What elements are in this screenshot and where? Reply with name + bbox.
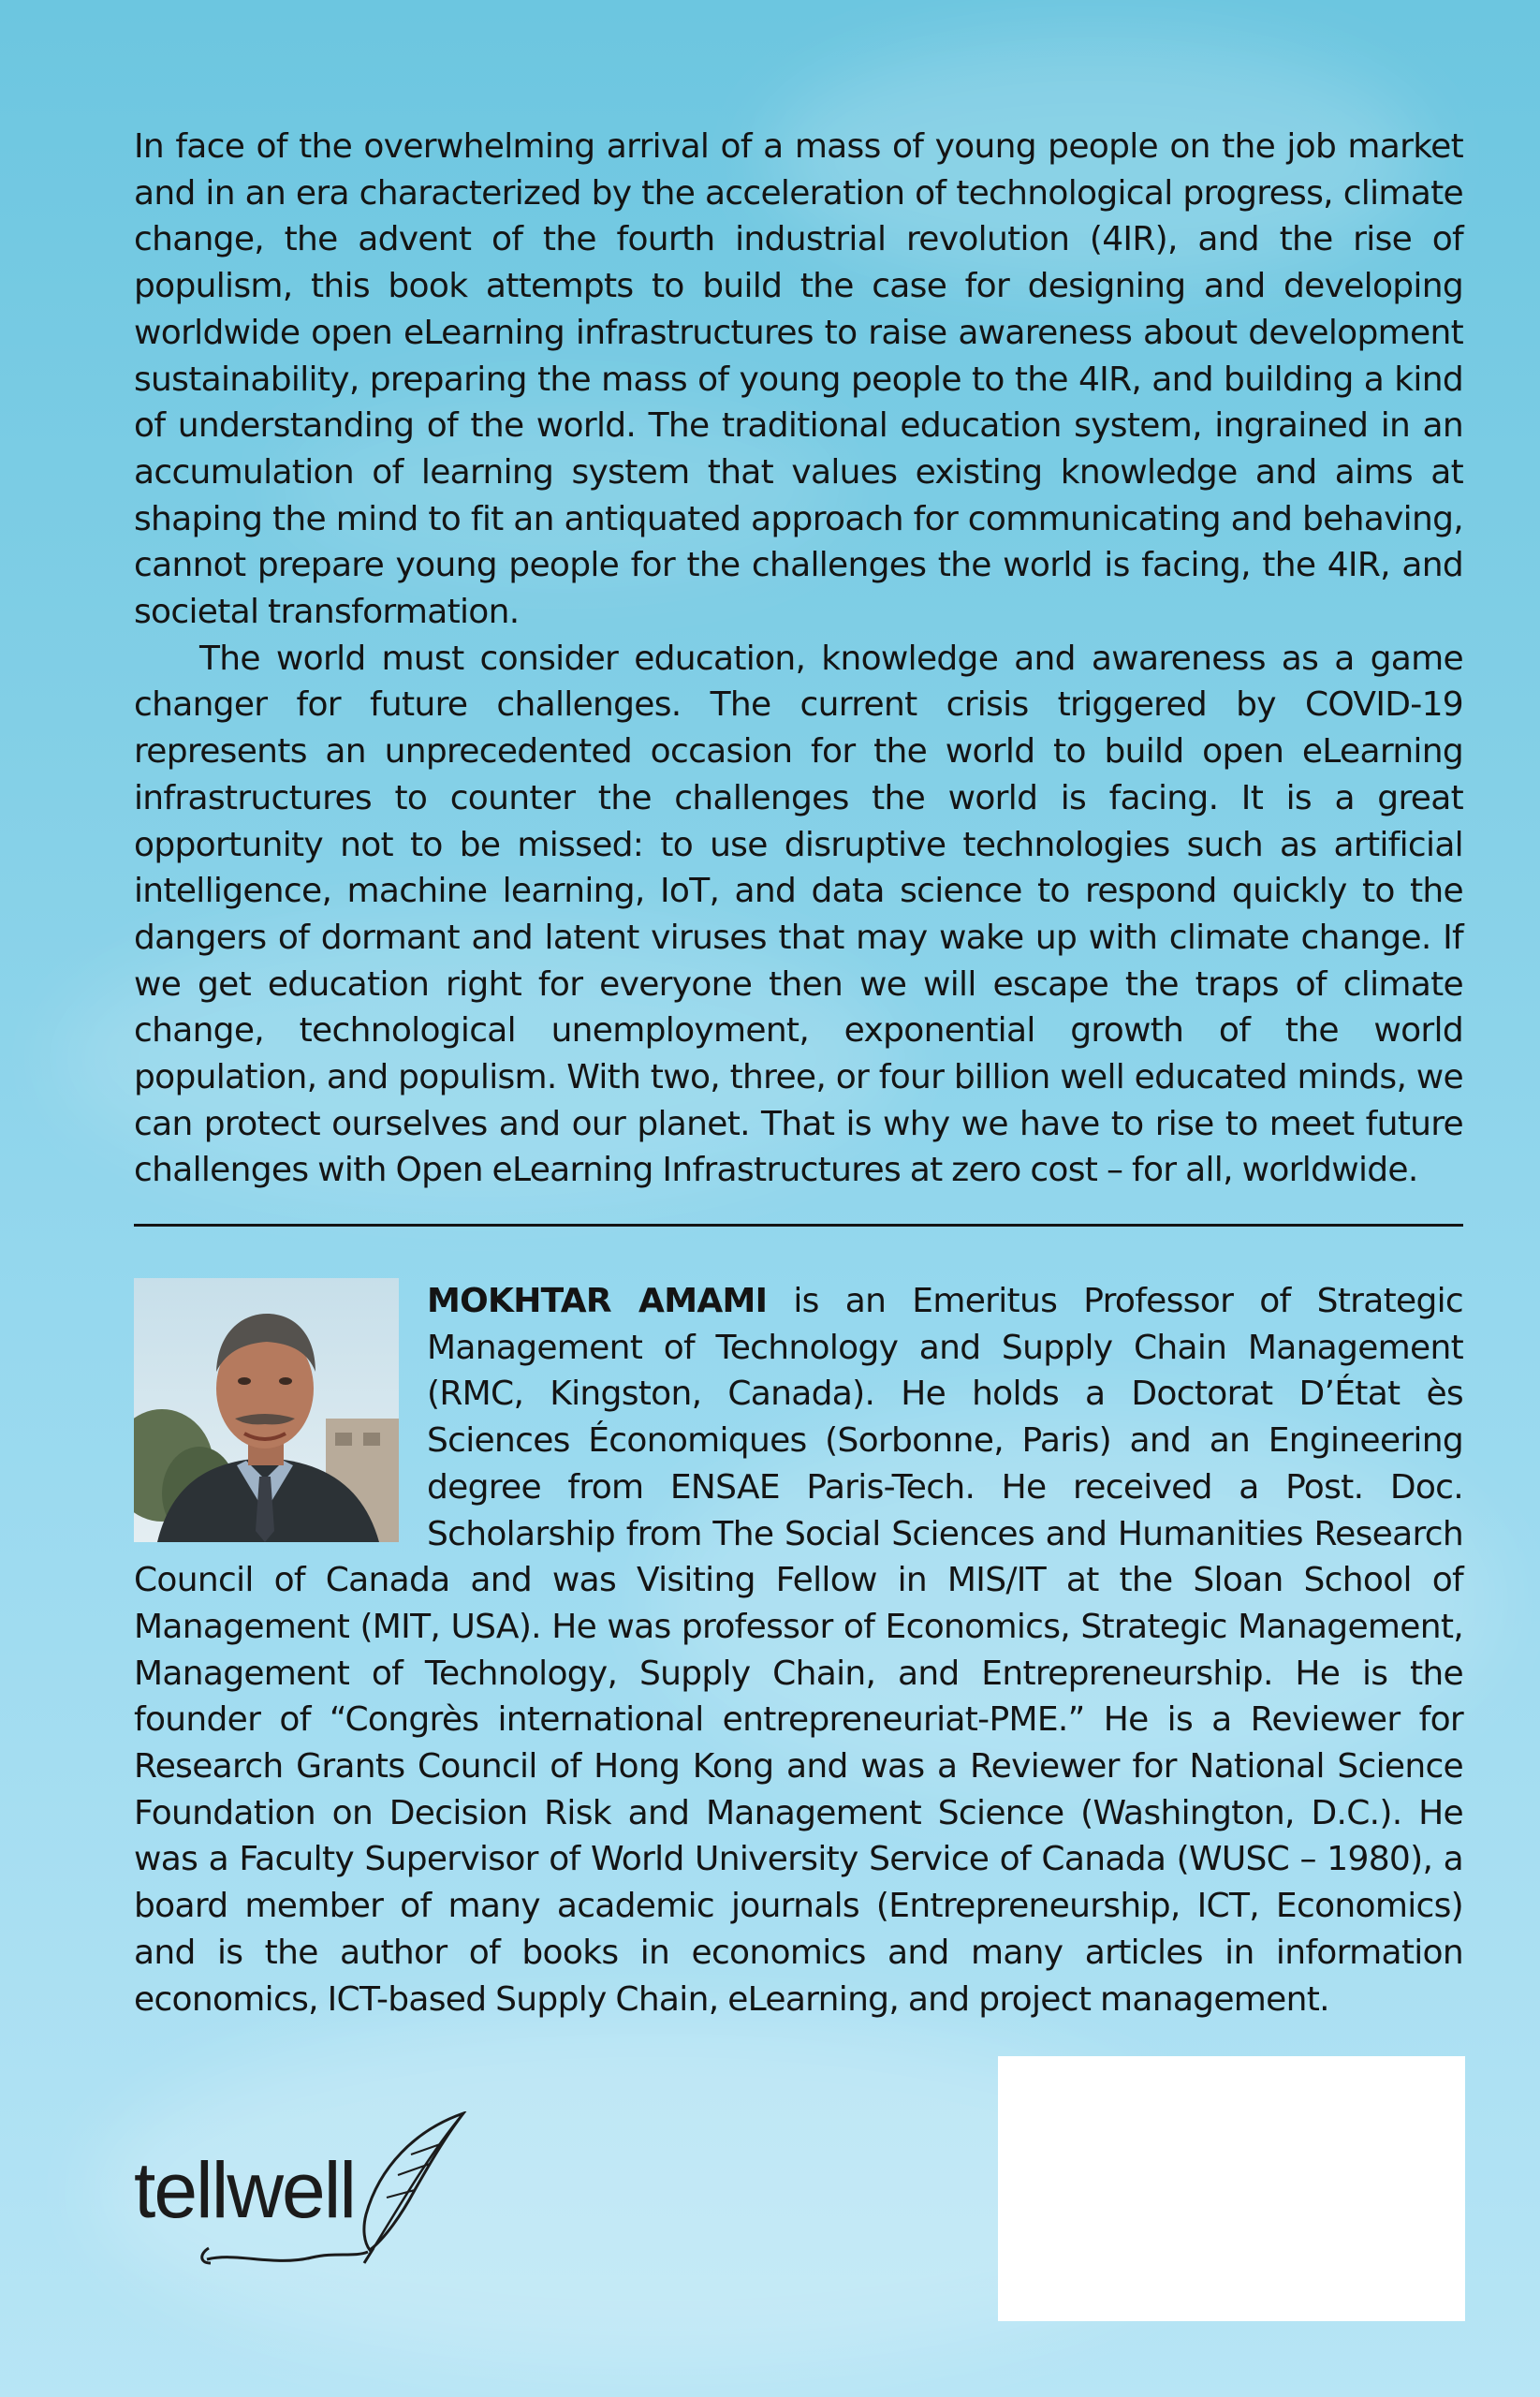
author-photo (134, 1278, 399, 1542)
blurb-paragraph-1: In face of the overwhelming arrival of a mass of young people on the job market and in an era characterized by the acceleration of technological progress, climate change, the advent of the fourth industrial revolution (4IR), and the rise of populism, this book attempts to build the case for designing and developing worldwide open eLearning infrastructures to raise awareness about development sustainability, preparing the mass of young people to the 4IR, and building a kind of understanding of the world. The traditional education system, ingrained in an accumulation of learning system that values existing knowledge and aims at shaping the mind to fit an antiquated approach for communicating and behaving, cannot prepare young people for the challenges the world is facing, the 4IR, and societal transformation. (134, 127, 1463, 632)
barcode-placeholder (998, 2056, 1465, 2321)
author-name: MOKHTAR AMAMI (427, 1282, 768, 1320)
publisher-logo (134, 2111, 471, 2271)
blurb-paragraph-2: The world must consider education, knowledge and awareness as a game changer for future challenges. The current crisis triggered by COVID-19 represents an unprecedented occasion for the world to build open eLearning infrastructures to counter the challenges the world is facing. It is a great opportunity not to be missed: to use disruptive technologies such as artificial intelligence, machine learning, IoT, and data science to respond quickly to the dangers of dormant and latent viruses that may wake up with climate change. If we get education right for everyone then we will escape the traps of climate change, technological unemployment, exponential growth of the world population, and populism. With two, three, or four billion well educated minds, we can protect ourselves and our planet. That is why we have to rise to meet future challenges with Open eLearning Infrastructures at zero cost – for all, worldwide. (134, 639, 1463, 1190)
section-divider (134, 1224, 1463, 1227)
quill-feather-icon (134, 2111, 471, 2271)
book-blurb (134, 124, 1463, 1194)
author-bio (134, 1278, 1463, 2022)
bio-body: is an Emeritus Professor of Strategic Management of Technology and Supply Chain Management (RMC, Kingston, Canada). He holds a Doctorat D’État ès Sciences Économiques (Sorbonne, Paris) and an Engineering degree from ENSAE Paris-Tech. He received a Post. Doc. Scholarship from The Social Sciences and Humanities Research Council of Canada and was Visiting Fellow in MIS/IT at the Sloan School of Management (MIT, USA). He was professor of Economics, Strategic Management, Management of Technology, Supply Chain, and Entrepreneurship. He is the founder of “Congrès international entrepreneuriat-PME.” He is a Reviewer for Research Grants Council of Hong Kong and was a Reviewer for National Science Foundation on Decision Risk and Management Science (Washington, D.C.). He was a Faculty Supervisor of World University Service of Canada (WUSC – 1980), a board member of many academic journals (Entrepreneurship, ICT, Economics) and is the author of books in economics and many articles in information economics, ICT-based Supply Chain, eLearning, and project management. (134, 1282, 1464, 2019)
publisher-logo-text: tellwell (134, 2146, 356, 2234)
